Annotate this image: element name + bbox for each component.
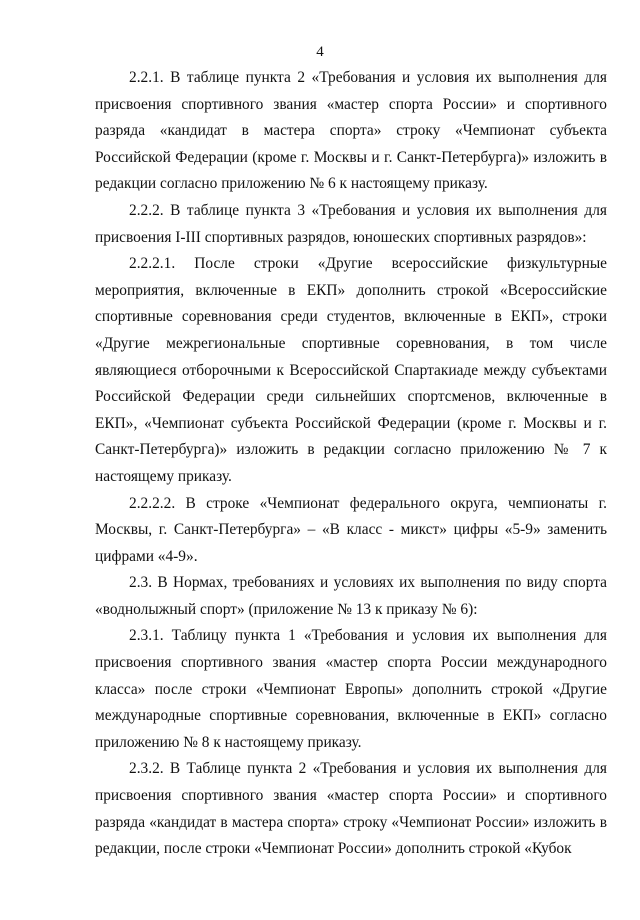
document-body [95,65,607,863]
paragraph-2-2-2-1: 2.2.2.1. После строки «Другие всероссийские физкультурные мероприятия, включенные в ЕКП» дополнить строкой «Всероссийские спортивные соревнования среди студентов, включенные в ЕКП», строки «Другие межрегиональные спортивные соревнования, в том числе являющиеся отборочными к Всероссийской Спартакиаде между субъектами Российской Федерации среди сильнейших спортсменов, включенные в ЕКП», «Чемпионат субъекта Российской Федерации (кроме г. Москвы и г. Санкт-Петербурга)» изложить в редакции согласно приложению № 7 к настоящему приказу. [95,255,607,485]
paragraph-2-2-2-2: 2.2.2.2. В строке «Чемпионат федерального округа, чемпионаты г. Москвы, г. Санкт-Петербурга» – «В класс - микст» цифры «5-9» заменить цифрами «4-9». [95,494,607,565]
paragraph-2-3-1: 2.3.1. Таблицу пункта 1 «Требования и условия их выполнения для присвоения спортивного звания «мастер спорта России международного класса» после строки «Чемпионат Европы» дополнить строкой «Другие международные спортивные соревнования, включенные в ЕКП» согласно приложению № 8 к настоящему приказу. [95,627,607,751]
page-number: 4 [316,44,324,60]
paragraph-2-3-2: 2.3.2. В Таблице пункта 2 «Требования и условия их выполнения для присвоения спортивного звания «мастер спорта России» и спортивного разряда «кандидат в мастера спорта» строку «Чемпионат России» изложить в редакции, после строки «Чемпионат России» дополнить строкой «Кубок [95,760,607,858]
paragraph-2-2-1: 2.2.1. В таблице пункта 2 «Требования и условия их выполнения для присвоения спортивного звания «мастер спорта России» и спортивного разряда «кандидат в мастера спорта» строку «Чемпионат субъекта Российской Федерации (кроме г. Москвы и г. Санкт-Петербурга)» изложить в редакции согласно приложению № 6 к настоящему приказу. [95,69,607,193]
paragraph-2-3: 2.3. В Нормах, требованиях и условиях их выполнения по виду спорта «воднолыжный спорт» (приложение № 13 к приказу № 6): [95,574,607,618]
paragraph-2-2-2: 2.2.2. В таблице пункта 3 «Требования и условия их выполнения для присвоения I-III спортивных разрядов, юношеских спортивных разрядов»: [95,201,607,246]
